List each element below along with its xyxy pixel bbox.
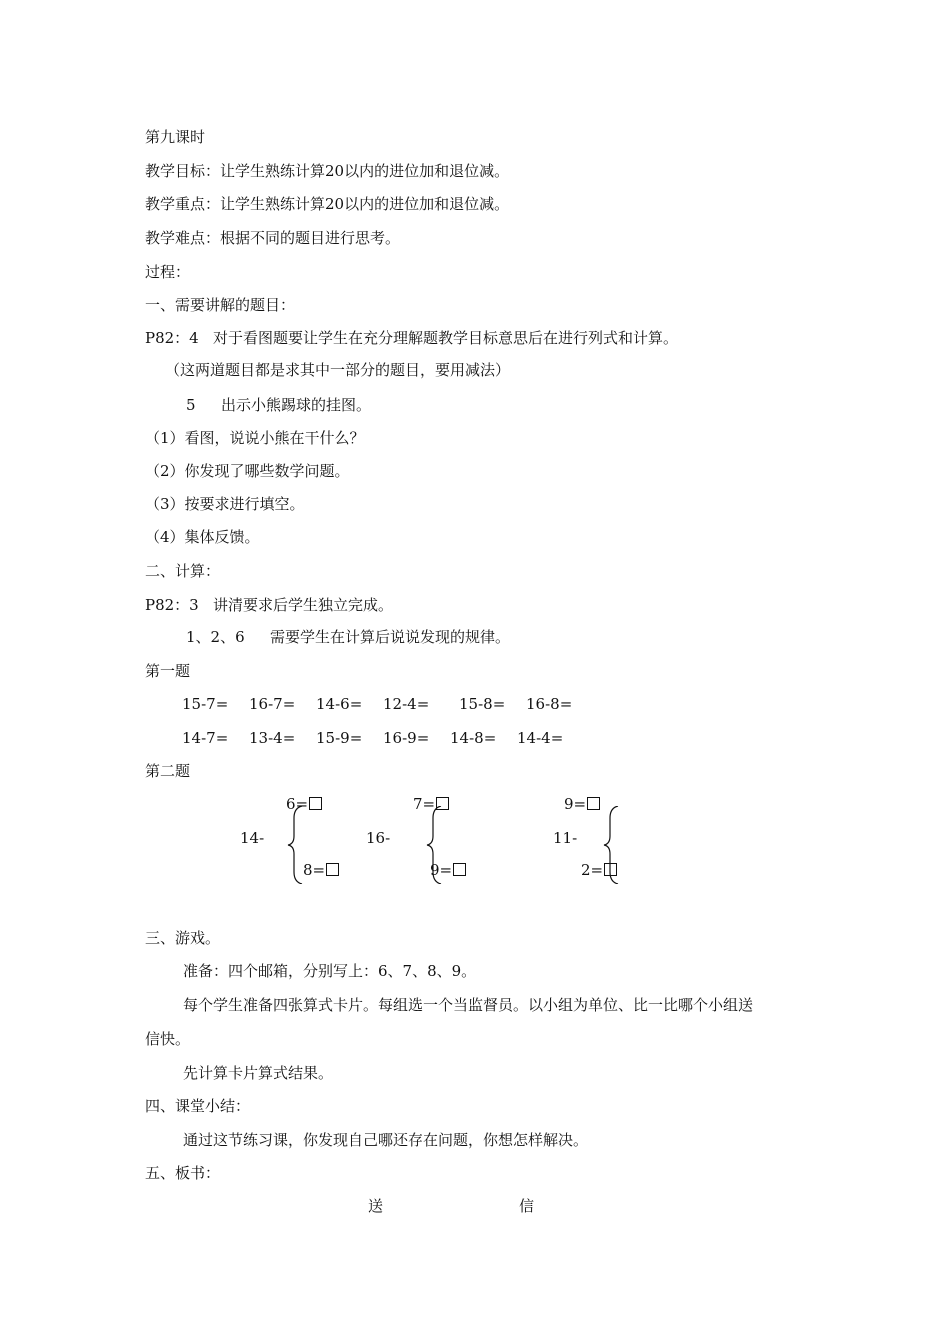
section2-p2-text: 需要学生在计算后说说发现的规律。 <box>270 628 511 646</box>
step-1: （1）看图，说说小熊在干什么？ <box>145 429 365 447</box>
brace-top-item: 6= <box>286 795 322 813</box>
equation: 12-4= <box>383 695 430 713</box>
equation: 13-4= <box>249 729 296 747</box>
section1-p2: （这两道题目都是求其中一部分的题目，要用减法） <box>165 361 511 379</box>
brace-bottom-item: 8= <box>303 861 339 879</box>
equation: 15-8= <box>459 695 506 713</box>
section3-p1a: 每个学生准备四张算式卡片。每组选一个当监督员。以小组为单位、比一比哪个小组送 <box>183 996 754 1014</box>
equation: 14-8= <box>450 729 497 747</box>
step-2: （2）你发现了哪些数学问题。 <box>145 462 350 480</box>
section2-p2-nums: 1、2、6 <box>186 628 245 646</box>
teaching-focus: 教学重点：让学生熟练计算20以内的进位加和退位减。 <box>145 195 510 213</box>
section4-heading: 四、课堂小结： <box>145 1097 251 1115</box>
brace-bottom-item: 9= <box>430 861 466 879</box>
teaching-difficulty: 教学难点：根据不同的题目进行思考。 <box>145 229 401 247</box>
question2-label: 第二题 <box>145 762 191 780</box>
board-word: 信 <box>519 1197 535 1215</box>
answer-box <box>453 863 466 876</box>
teaching-goal: 教学目标：让学生熟练计算20以内的进位加和退位减。 <box>145 162 510 180</box>
section4-p1: 通过这节练习课，你发现自己哪还存在问题，你想怎样解决。 <box>183 1131 589 1149</box>
brace-top-item: 7= <box>413 795 449 813</box>
answer-box <box>604 863 617 876</box>
step-3: （3）按要求进行填空。 <box>145 495 305 513</box>
section3-prep: 准备：四个邮箱，分别写上：6、7、8、9。 <box>183 962 477 980</box>
board-word: 送 <box>368 1197 384 1215</box>
equation: 16-8= <box>526 695 573 713</box>
lesson-title: 第九课时 <box>145 128 206 146</box>
question1-label: 第一题 <box>145 662 191 680</box>
section1-p3-num: 5 <box>186 396 196 414</box>
equation: 16-7= <box>249 695 296 713</box>
equation: 14-6= <box>316 695 363 713</box>
brace-left-number: 11- <box>553 829 578 847</box>
section1-p3-text: 出示小熊踢球的挂图。 <box>221 396 372 414</box>
brace-left-number: 14- <box>240 829 265 847</box>
brace-left-number: 16- <box>366 829 391 847</box>
section1-p1: P82：4 对于看图题要让学生在充分理解题教学目标意思后在进行列式和计算。 <box>145 329 679 347</box>
equation: 15-7= <box>182 695 229 713</box>
equation: 16-9= <box>383 729 430 747</box>
section2-heading: 二、计算： <box>145 562 221 580</box>
step-4: （4）集体反馈。 <box>145 528 260 546</box>
brace-top-item: 9= <box>564 795 600 813</box>
equation: 15-9= <box>316 729 363 747</box>
section3-p2: 先计算卡片算式结果。 <box>183 1064 334 1082</box>
section5-heading: 五、板书： <box>145 1164 221 1182</box>
answer-box <box>326 863 339 876</box>
answer-box <box>587 797 600 810</box>
answer-box <box>309 797 322 810</box>
equation: 14-7= <box>182 729 229 747</box>
section3-heading: 三、游戏。 <box>145 929 221 947</box>
equation: 14-4= <box>517 729 564 747</box>
process-label: 过程： <box>145 263 191 281</box>
section1-heading: 一、需要讲解的题目： <box>145 296 296 314</box>
section3-p1b: 信快。 <box>145 1030 191 1048</box>
brace-bottom-item: 2= <box>581 861 617 879</box>
section2-p1: P82：3 讲清要求后学生独立完成。 <box>145 596 394 614</box>
